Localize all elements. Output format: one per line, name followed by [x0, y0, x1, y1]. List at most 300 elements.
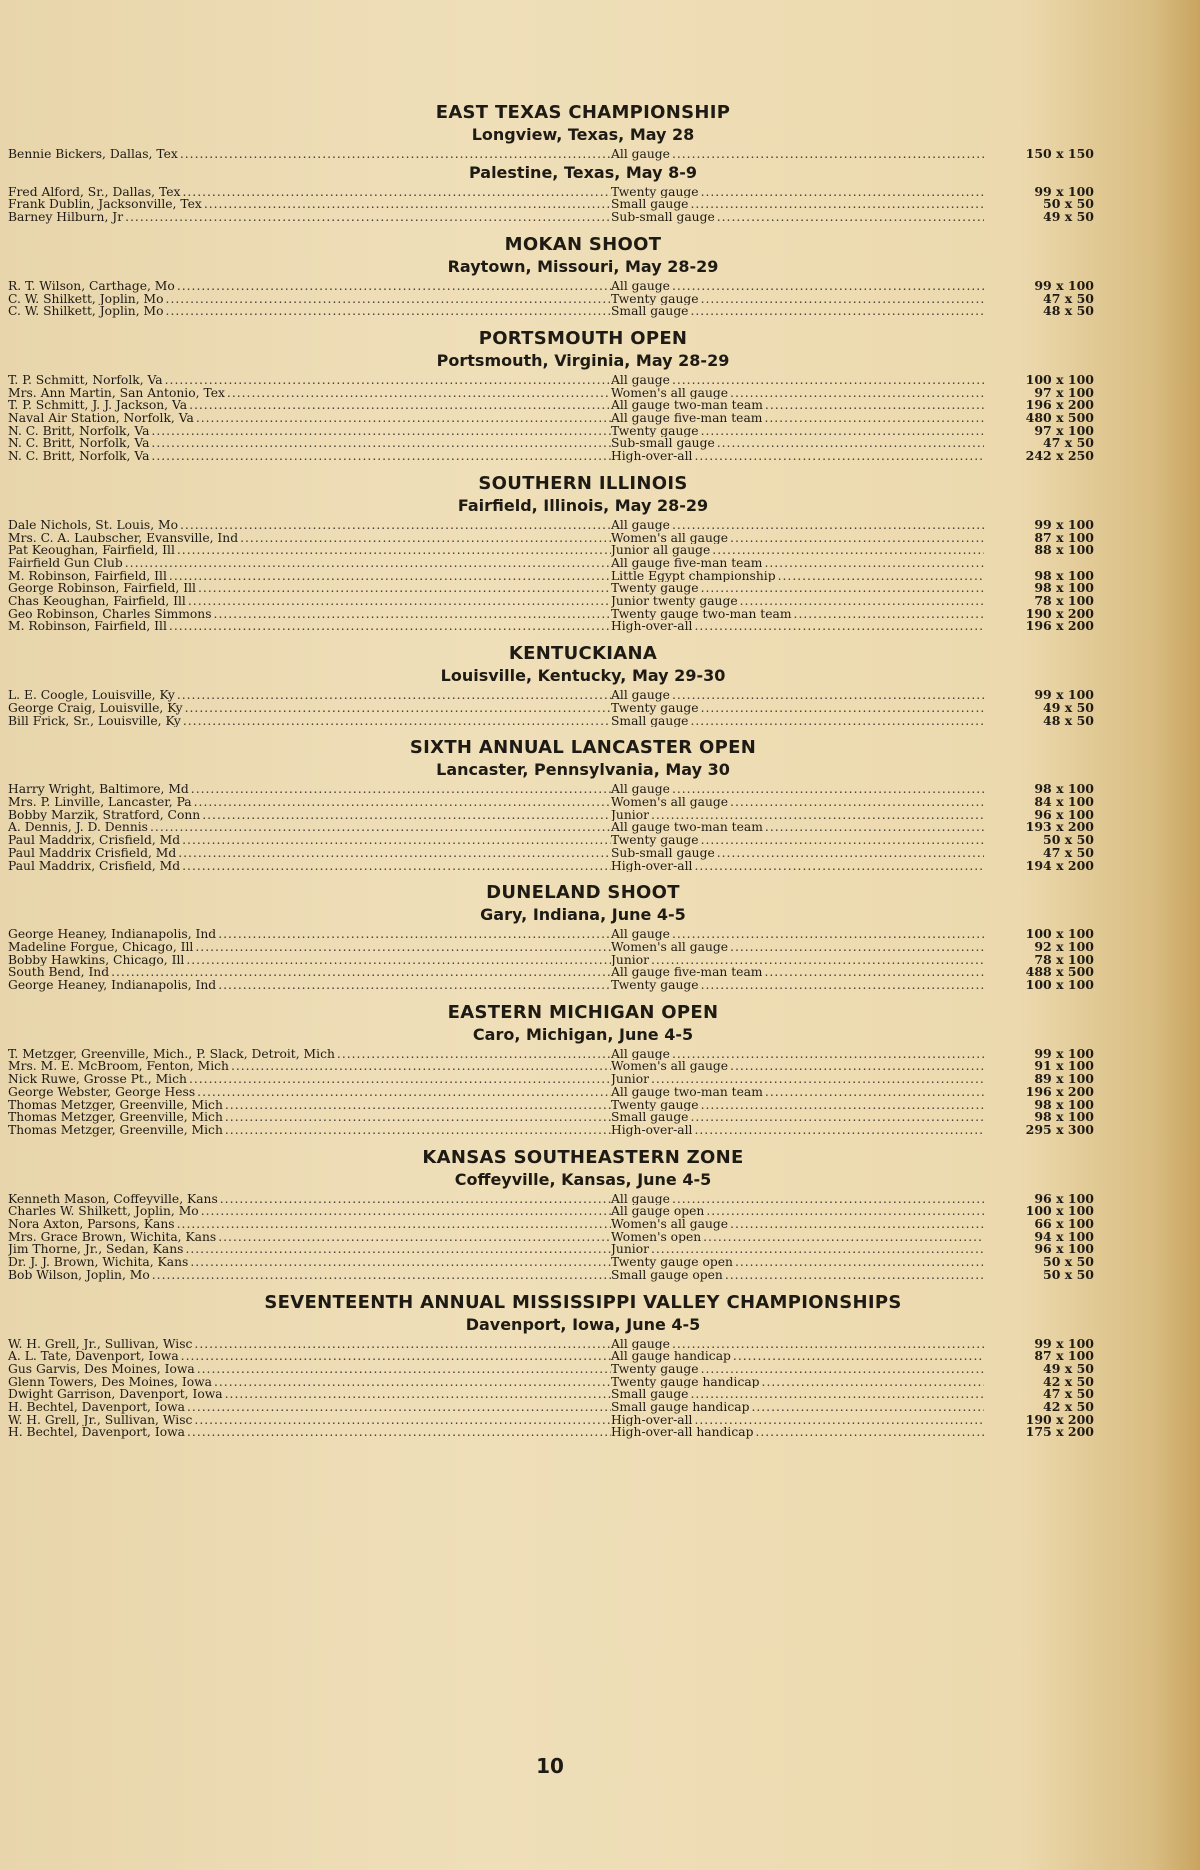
leader-dots — [764, 557, 984, 570]
section-subtitle: Palestine, Texas, May 8-9 — [468, 162, 698, 182]
winner-name: Bill Frick, Sr., Louisville, Ky — [8, 714, 181, 728]
leader-dots — [187, 1401, 611, 1414]
result-row — [8, 608, 1098, 621]
event-cell — [611, 860, 984, 873]
result-row — [8, 834, 1098, 847]
score: 98 x 100 — [1034, 1111, 1094, 1124]
result-row — [8, 941, 1098, 954]
score: 190 x 200 — [1025, 1413, 1094, 1427]
score: 98 x 100 — [1034, 569, 1094, 583]
score: 91 x 100 — [1034, 1060, 1094, 1074]
event-name: Twenty gauge — [611, 979, 699, 992]
score: 100 x 100 — [1025, 928, 1094, 941]
result-row — [8, 1218, 1098, 1231]
event-name: Twenty gauge — [611, 185, 699, 199]
event-cell — [611, 783, 984, 796]
event-name: All gauge five-man team — [611, 556, 763, 570]
event-name: Small gauge — [611, 305, 689, 318]
winner-name: C. W. Shilkett, Joplin, Mo — [8, 305, 164, 318]
section-title: DUNELAND SHOOT — [486, 882, 680, 904]
leader-dots — [672, 519, 984, 532]
winner-cell — [8, 387, 611, 400]
event-cell — [611, 1350, 984, 1363]
event-cell — [611, 620, 984, 633]
winner-cell — [8, 715, 611, 728]
section — [8, 1147, 1098, 1282]
winner-name: A. L. Tate, Davenport, Iowa — [8, 1350, 179, 1363]
leader-dots — [701, 1099, 984, 1112]
result-row — [8, 1048, 1098, 1061]
winner-cell — [8, 1231, 611, 1244]
event-name: Twenty gauge two-man team — [611, 607, 792, 621]
event-name: Women's open — [611, 1230, 702, 1244]
winner-name: R. T. Wilson, Carthage, Mo — [8, 279, 175, 293]
score: 100 x 100 — [1025, 1205, 1094, 1219]
winner-name: Mrs. Grace Brown, Wichita, Kans — [8, 1230, 217, 1244]
event-name: Small gauge handicap — [611, 1401, 750, 1414]
score: 50 x 50 — [1043, 1256, 1094, 1269]
leader-dots — [214, 1376, 611, 1389]
leader-dots — [218, 1231, 611, 1244]
event-name: Little Egypt championship — [611, 569, 776, 583]
event-cell — [611, 387, 984, 400]
leader-dots — [182, 186, 611, 199]
section-title: KENTUCKIANA — [508, 643, 658, 665]
result-row — [8, 1376, 1098, 1389]
event-name: Small gauge — [611, 1388, 689, 1402]
winner-name: Jim Thorne, Jr., Sedan, Kans — [8, 1243, 184, 1257]
score: 196 x 200 — [1025, 1085, 1094, 1099]
event-name: All gauge — [611, 928, 670, 941]
section-subtitle: Coffeyville, Kansas, June 4-5 — [454, 1169, 712, 1189]
winner-cell — [8, 293, 611, 306]
winner-name: Nora Axton, Parsons, Kans — [8, 1218, 175, 1231]
score: 99 x 100 — [1034, 1047, 1094, 1061]
event-name: Women's all gauge — [611, 386, 729, 400]
event-cell — [611, 544, 984, 557]
section-subtitle: Lancaster, Pennsylvania, May 30 — [436, 760, 730, 780]
section-title: SOUTHERN ILLINOIS — [478, 472, 688, 494]
event-cell — [611, 1073, 984, 1086]
leader-dots — [717, 437, 984, 450]
event-name: All gauge — [611, 148, 670, 161]
section — [8, 737, 1098, 872]
score: 175 x 200 — [1025, 1426, 1094, 1440]
event-cell — [611, 1218, 984, 1231]
winner-cell — [8, 1338, 611, 1351]
winner-cell — [8, 834, 611, 847]
leader-dots — [185, 702, 611, 715]
leader-dots — [169, 620, 611, 633]
event-cell — [611, 715, 984, 728]
winner-name: T. P. Schmitt, J. J. Jackson, Va — [8, 399, 188, 413]
section — [8, 473, 1098, 633]
section-subtitle: Portsmouth, Virginia, May 28-29 — [436, 350, 730, 370]
winner-cell — [8, 1350, 611, 1363]
winner-name: Dwight Garrison, Davenport, Iowa — [8, 1388, 223, 1402]
winner-cell — [8, 305, 611, 318]
winner-name: Barney Hilburn, Jr — [8, 211, 124, 224]
event-name: Sub-small gauge — [611, 437, 715, 451]
winner-name: H. Bechtel, Davenport, Iowa — [8, 1426, 185, 1440]
winner-cell — [8, 1086, 611, 1099]
event-cell — [611, 582, 984, 595]
event-cell — [611, 928, 984, 941]
winner-name: W. H. Grell, Jr., Sullivan, Wisc — [8, 1413, 193, 1427]
winner-cell — [8, 1218, 611, 1231]
leader-dots — [202, 809, 611, 822]
winner-cell — [8, 412, 611, 425]
score: 88 x 100 — [1034, 544, 1094, 557]
winner-cell — [8, 1193, 611, 1206]
event-name: Junior twenty gauge — [611, 595, 738, 608]
winner-name: Kenneth Mason, Coffeyville, Kans — [8, 1192, 218, 1206]
leader-dots — [690, 305, 984, 318]
leader-dots — [672, 1338, 984, 1351]
winner-name: Bobby Hawkins, Chicago, Ill — [8, 953, 185, 967]
score: 99 x 100 — [1034, 1337, 1094, 1351]
leader-dots — [225, 1099, 611, 1112]
event-cell — [611, 1048, 984, 1061]
section-subtitle: Raytown, Missouri, May 28-29 — [447, 256, 719, 276]
event-cell — [611, 148, 984, 161]
event-name: All gauge two-man team — [611, 399, 763, 413]
event-cell — [611, 1376, 984, 1389]
result-row — [8, 689, 1098, 702]
leader-dots — [231, 1060, 611, 1073]
winner-cell — [8, 399, 611, 412]
score: 47 x 50 — [1043, 846, 1094, 860]
score: 193 x 200 — [1025, 821, 1094, 835]
results-page — [8, 92, 1098, 1445]
score: 66 x 100 — [1034, 1218, 1094, 1231]
leader-dots — [180, 148, 611, 161]
winner-name: Thomas Metzger, Greenville, Mich — [8, 1123, 223, 1137]
leader-dots — [111, 966, 611, 979]
winner-name: H. Bechtel, Davenport, Iowa — [8, 1401, 185, 1414]
score: 50 x 50 — [1043, 834, 1094, 847]
result-row — [8, 928, 1098, 941]
score: 100 x 100 — [1025, 979, 1094, 992]
leader-dots — [672, 374, 984, 387]
winner-cell — [8, 1414, 611, 1427]
section-title: MOKAN SHOOT — [504, 233, 662, 255]
winner-cell — [8, 450, 611, 463]
winner-cell — [8, 702, 611, 715]
event-cell — [611, 1388, 984, 1401]
event-cell — [611, 1193, 984, 1206]
winner-name: Fairfield Gun Club — [8, 556, 123, 570]
leader-dots — [672, 280, 984, 293]
leader-dots — [150, 821, 611, 834]
score: 480 x 500 — [1025, 412, 1094, 425]
event-name: High-over-all — [611, 450, 693, 463]
winner-cell — [8, 425, 611, 438]
event-cell — [611, 1338, 984, 1351]
event-cell — [611, 796, 984, 809]
event-name: Twenty gauge — [611, 1362, 699, 1376]
leader-dots — [703, 1231, 984, 1244]
winner-name: George Craig, Louisville, Ky — [8, 701, 183, 715]
leader-dots — [201, 1205, 611, 1218]
result-row — [8, 148, 1098, 161]
leader-dots — [188, 595, 611, 608]
leader-dots — [194, 796, 611, 809]
event-name: Junior — [611, 808, 649, 822]
score: 47 x 50 — [1043, 292, 1094, 306]
result-row — [8, 1243, 1098, 1256]
score: 47 x 50 — [1043, 437, 1094, 451]
event-cell — [611, 1269, 984, 1282]
result-row — [8, 1363, 1098, 1376]
winner-cell — [8, 519, 611, 532]
winner-name: Paul Maddrix, Crisfield, Md — [8, 859, 181, 873]
winner-cell — [8, 966, 611, 979]
event-name: High-over-all — [611, 620, 693, 634]
section-subtitle: Longview, Texas, May 28 — [471, 125, 695, 144]
winner-cell — [8, 198, 611, 211]
winner-name: Mrs. M. E. McBroom, Fenton, Mich — [8, 1060, 229, 1074]
result-row — [8, 305, 1098, 318]
event-name: All gauge — [611, 1337, 670, 1351]
event-name: All gauge — [611, 518, 670, 532]
winner-cell — [8, 941, 611, 954]
leader-dots — [694, 860, 984, 873]
event-name: Women's all gauge — [611, 1218, 729, 1231]
result-row — [8, 715, 1098, 728]
leader-dots — [190, 1256, 611, 1269]
winner-cell — [8, 1363, 611, 1376]
event-cell — [611, 293, 984, 306]
winner-name: Pat Keoughan, Fairfield, Ill — [8, 544, 175, 557]
score: 49 x 50 — [1043, 1362, 1094, 1376]
result-row — [8, 783, 1098, 796]
result-row — [8, 702, 1098, 715]
leader-dots — [181, 1350, 611, 1363]
event-name: All gauge two-man team — [611, 821, 763, 835]
winner-cell — [8, 860, 611, 873]
section-subtitle: Caro, Michigan, June 4-5 — [472, 1024, 694, 1044]
winner-cell — [8, 821, 611, 834]
winner-name: Thomas Metzger, Greenville, Mich — [8, 1111, 223, 1124]
event-cell — [611, 821, 984, 834]
event-cell — [611, 1243, 984, 1256]
score: 78 x 100 — [1034, 595, 1094, 608]
event-name: All gauge handicap — [611, 1350, 731, 1363]
leader-dots — [717, 847, 984, 860]
winner-name: George Robinson, Fairfield, Ill — [8, 582, 196, 596]
score: 100 x 100 — [1025, 373, 1094, 387]
winner-name: N. C. Britt, Norfolk, Va — [8, 424, 150, 438]
winner-name: Dr. J. J. Brown, Wichita, Kans — [8, 1256, 189, 1269]
leader-dots — [725, 1269, 984, 1282]
result-row — [8, 387, 1098, 400]
section — [8, 1002, 1098, 1137]
leader-dots — [672, 783, 984, 796]
section-title: EASTERN MICHIGAN OPEN — [447, 1001, 719, 1023]
leader-dots — [189, 399, 611, 412]
result-row — [8, 570, 1098, 583]
section-subtitle: Gary, Indiana, June 4-5 — [480, 905, 686, 925]
winner-name: Mrs. Ann Martin, San Antonio, Tex — [8, 386, 225, 400]
event-name: Small gauge — [611, 714, 689, 728]
score: 47 x 50 — [1043, 1388, 1094, 1402]
event-cell — [611, 1414, 984, 1427]
leader-dots — [169, 570, 611, 583]
leader-dots — [764, 412, 984, 425]
leader-dots — [762, 1376, 984, 1389]
section-subtitle: Louisville, Kentucky, May 29-30 — [440, 666, 726, 686]
winner-name: Paul Maddrix, Crisfield, Md — [8, 834, 181, 847]
score: 99 x 100 — [1034, 279, 1094, 293]
event-name: All gauge five-man team — [611, 966, 763, 980]
result-row — [8, 412, 1098, 425]
result-row — [8, 437, 1098, 450]
event-cell — [611, 186, 984, 199]
event-cell — [611, 437, 984, 450]
leader-dots — [765, 821, 984, 834]
score: 49 x 50 — [1043, 701, 1094, 715]
leader-dots — [701, 582, 984, 595]
leader-dots — [672, 1048, 984, 1061]
leader-dots — [191, 783, 611, 796]
winner-name: A. Dennis, J. D. Dennis — [8, 821, 148, 835]
leader-dots — [672, 1193, 984, 1206]
event-cell — [611, 412, 984, 425]
winner-name: Fred Alford, Sr., Dallas, Tex — [8, 185, 181, 199]
event-name: High-over-all handicap — [611, 1426, 754, 1440]
event-name: Women's all gauge — [611, 1060, 729, 1074]
event-name: Sub-small gauge — [611, 846, 715, 860]
result-row — [8, 595, 1098, 608]
winner-name: Madeline Forgue, Chicago, Ill — [8, 940, 194, 954]
event-name: Twenty gauge — [611, 582, 699, 596]
winner-name: Dale Nichols, St. Louis, Mo — [8, 518, 179, 532]
winner-name: L. E. Coogle, Louisville, Ky — [8, 689, 175, 702]
leader-dots — [701, 834, 984, 847]
leader-dots — [765, 1086, 984, 1099]
leader-dots — [225, 1111, 611, 1124]
winner-cell — [8, 280, 611, 293]
winner-name: N. C. Britt, Norfolk, Va — [8, 450, 150, 463]
leader-dots — [690, 715, 984, 728]
result-row — [8, 1426, 1098, 1439]
event-name: Women's all gauge — [611, 795, 729, 809]
leader-dots — [694, 620, 984, 633]
leader-dots — [151, 437, 611, 450]
result-row — [8, 1231, 1098, 1244]
leader-dots — [755, 1426, 984, 1439]
winner-name: Mrs. C. A. Laubscher, Evansville, Ind — [8, 531, 239, 545]
event-cell — [611, 450, 984, 463]
leader-dots — [151, 425, 611, 438]
leader-dots — [177, 544, 611, 557]
winner-cell — [8, 1205, 611, 1218]
leader-dots — [177, 280, 611, 293]
event-cell — [611, 211, 984, 224]
winner-name: Chas Keoughan, Fairfield, Ill — [8, 595, 186, 608]
event-cell — [611, 1124, 984, 1137]
result-row — [8, 966, 1098, 979]
leader-dots — [180, 519, 611, 532]
score: 99 x 100 — [1034, 689, 1094, 702]
event-cell — [611, 1426, 984, 1439]
result-row — [8, 582, 1098, 595]
winner-cell — [8, 1099, 611, 1112]
winner-cell — [8, 595, 611, 608]
result-row — [8, 809, 1098, 822]
event-name: Twenty gauge — [611, 834, 699, 847]
winner-cell — [8, 809, 611, 822]
event-name: All gauge — [611, 373, 670, 387]
event-cell — [611, 374, 984, 387]
winner-name: Paul Maddrix Crisfield, Md — [8, 846, 177, 860]
score: 194 x 200 — [1025, 859, 1094, 873]
winner-cell — [8, 928, 611, 941]
event-name: All gauge open — [611, 1205, 705, 1219]
winner-name: N. C. Britt, Norfolk, Va — [8, 437, 150, 451]
section-subtitle: Davenport, Iowa, June 4-5 — [465, 1314, 701, 1334]
winner-name: Glenn Towers, Des Moines, Iowa — [8, 1375, 212, 1389]
leader-dots — [186, 954, 611, 967]
event-name: Sub-small gauge — [611, 211, 715, 224]
score: 50 x 50 — [1043, 1268, 1094, 1282]
event-cell — [611, 847, 984, 860]
event-name: High-over-all — [611, 1413, 693, 1427]
result-row — [8, 399, 1098, 412]
winner-name: C. W. Shilkett, Joplin, Mo — [8, 292, 164, 306]
score: 87 x 100 — [1034, 531, 1094, 545]
event-name: All gauge — [611, 783, 670, 796]
event-name: Small gauge — [611, 1111, 689, 1124]
leader-dots — [765, 399, 984, 412]
result-row — [8, 1124, 1098, 1137]
winner-name: Mrs. P. Linville, Lancaster, Pa — [8, 795, 192, 809]
winner-cell — [8, 1243, 611, 1256]
result-row — [8, 293, 1098, 306]
event-name: Junior — [611, 1073, 649, 1086]
score: 84 x 100 — [1034, 795, 1094, 809]
result-row — [8, 544, 1098, 557]
leader-dots — [730, 1218, 984, 1231]
event-cell — [611, 557, 984, 570]
score: 97 x 100 — [1034, 386, 1094, 400]
section-title: KANSAS SOUTHEASTERN ZONE — [422, 1146, 744, 1168]
winner-cell — [8, 1111, 611, 1124]
event-name: Junior — [611, 1243, 649, 1257]
event-name: Twenty gauge — [611, 292, 699, 306]
winner-cell — [8, 1269, 611, 1282]
winner-cell — [8, 1048, 611, 1061]
winner-name: M. Robinson, Fairfield, Ill — [8, 569, 167, 583]
winner-cell — [8, 186, 611, 199]
winner-cell — [8, 211, 611, 224]
score: 98 x 100 — [1034, 1098, 1094, 1112]
leader-dots — [730, 796, 984, 809]
winner-name: Bennie Bickers, Dallas, Tex — [8, 148, 178, 161]
score: 42 x 50 — [1043, 1375, 1094, 1389]
leader-dots — [701, 979, 984, 992]
leader-dots — [125, 557, 611, 570]
event-cell — [611, 1205, 984, 1218]
result-row — [8, 979, 1098, 992]
leader-dots — [151, 450, 611, 463]
section — [8, 1292, 1098, 1440]
leader-dots — [177, 689, 611, 702]
score: 99 x 100 — [1034, 185, 1094, 199]
winner-cell — [8, 1124, 611, 1137]
leader-dots — [165, 374, 611, 387]
